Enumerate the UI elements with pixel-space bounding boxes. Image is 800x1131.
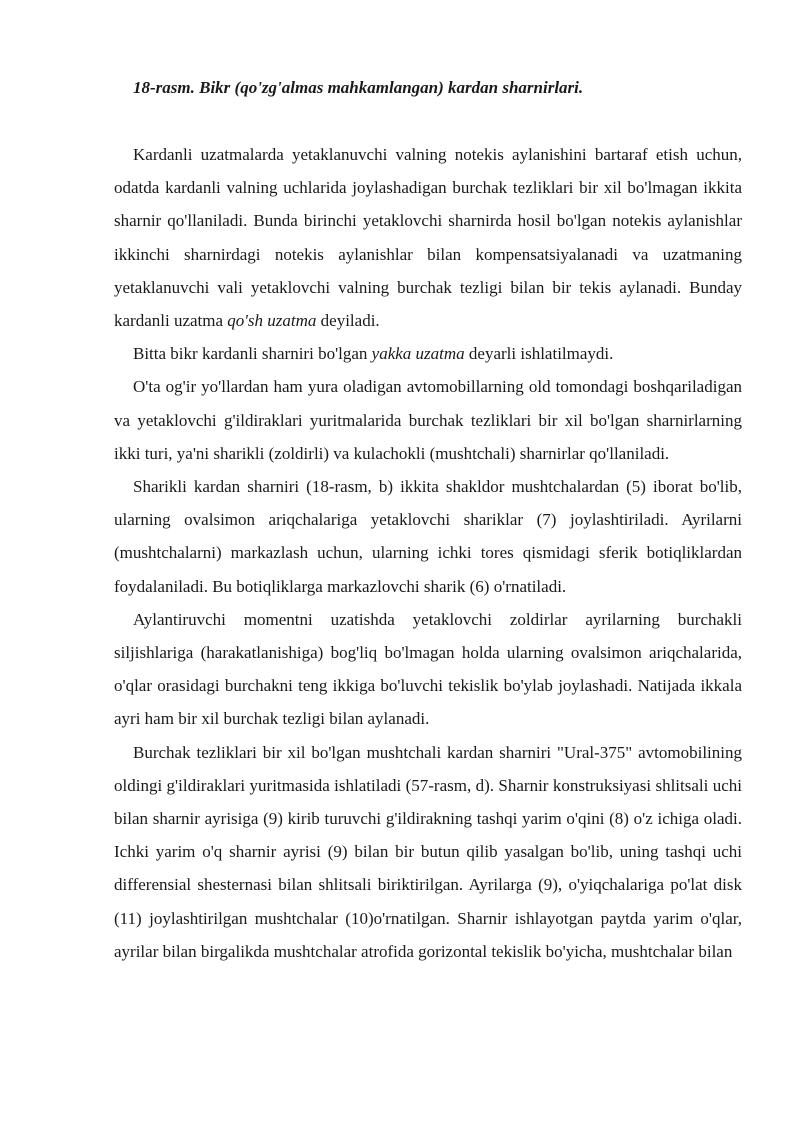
paragraph-6 xyxy=(114,736,742,968)
figure-caption: 18-rasm. Bikr (qo'zg'almas mahkamlangan) kardan sharnirlari. xyxy=(133,78,584,97)
paragraph-1 xyxy=(114,138,742,337)
paragraph-4 xyxy=(114,470,742,603)
paragraph-text: Kardanli uzatmalarda yetaklanuvchi valning notekis aylanishini bartaraf etish uchun, odatda kardanli valning uchlarida joylashadigan burchak tezliklari bir xil bo'lmagan ikkita sharnir qo'llaniladi. Bunda birinchi yetaklovchi sharnirda hosil bo'lgan notekis aylanishlar ikkinchi sharnirdagi notekis aylanishlar bilan kompensatsiyalanadi va uzatmaning yetaklanuvchi vali yetaklovchi valning burchak tezligi bilan bir tekis aylanadi. Bunday kardanli uzatma xyxy=(114,145,742,331)
paragraph-text: O'ta og'ir yo'llardan ham yura oladigan avtomobillarning old tomondagi boshqariladigan va yetaklovchi g'ildiraklari yuritmalarida burchak tezliklari bir xil bo'lgan sharnirlarning ikki turi, ya'ni sharikli (zoldirli) va kulachokli (mushtchali) sharnirlar qo'llaniladi. xyxy=(114,377,742,463)
paragraph-text: Aylantiruvchi momentni uzatishda yetaklovchi zoldirlar ayrilarning burchakli siljishlariga (harakatlanishiga) bog'liq bo'lmagan holda ularning ovalsimon ariqchalarida, o'qlar orasidagi burchakni teng ikkiga bo'luvchi tekislik bo'ylab joylashadi. Natijada ikkala ayri ham bir xil burchak tezligi bilan aylanadi. xyxy=(114,609,742,729)
paragraph-3 xyxy=(114,370,742,470)
paragraph-text: Burchak tezliklari bir xil bo'lgan mushtchali kardan sharniri "Ural-375" avtomobilining oldingi g'ildiraklari yuritmasida ishlatiladi (57-rasm, d). Sharnir konstruksiyasi shlitsali uchi bilan sharnir ayrisiga (9) kirib turuvchi g'ildirakning tashqi yarim o'qini (8) o'z ichiga oladi. Ichki yarim o'q sharnir ayrisi (9) bilan bir butun qilib yasalgan bo'lib, uning tashqi uchi differensial shesternasi bilan shlitsali biriktirilgan. Ayrilarga (9), o'yiqchalariga po'lat disk (11) joylashtirilgan mushtchalar (10)o'rnatilgan. Sharnir ishlayotgan paytda yarim o'qlar, ayrilar bilan birgalikda mushtchalar atrofida gorizontal tekislik bo'yicha, mushtchalar bilan xyxy=(114,742,742,961)
body-text xyxy=(114,138,742,968)
paragraph-text: Sharikli kardan sharniri (18-rasm, b) ikkita shakldor mushtchalardan (5) iborat bo'lib, ularning ovalsimon ariqchalariga yetaklovchi shariklar (7) joylashtiriladi. Ayrilarni (mushtchalarni) markazlash uchun, ularning ichki tores qismidagi sferik botiqliklardan foydalaniladi. Bu botiqliklarga markazlovchi sharik (6) o'rnatiladi. xyxy=(114,477,742,596)
emphasis-term: yakka uzatma xyxy=(371,344,465,364)
paragraph-5 xyxy=(114,603,742,736)
paragraph-text: deyarli ishlatilmaydi. xyxy=(464,344,614,364)
emphasis-term: qo'sh uzatma xyxy=(227,311,317,331)
paragraph-text: deyiladi. xyxy=(316,311,380,331)
paragraph-2 xyxy=(114,337,742,370)
paragraph-text: Bitta bikr kardanli sharniri bo'lgan xyxy=(133,344,372,364)
